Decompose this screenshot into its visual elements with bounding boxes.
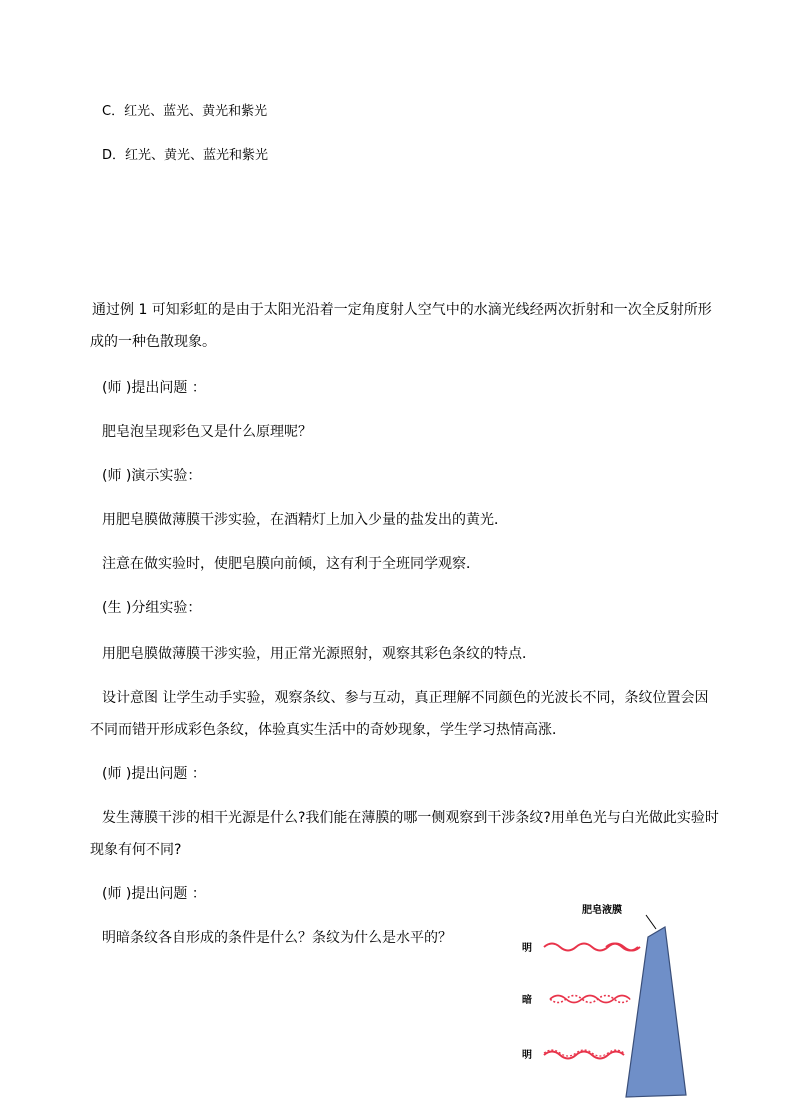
teacher-question-2: (师 )提出问题 ： (102, 766, 206, 782)
soap-film-svg (510, 895, 710, 1107)
demo-line-1: 用肥皂膜做薄膜干涉实验，在酒精灯上加入少量的盐发出的黄光． (102, 512, 508, 528)
option-d: D．红光、黄光、蓝光和紫光 (102, 148, 269, 163)
film-label-pointer (646, 915, 656, 929)
soap-film-diagram (510, 895, 710, 1107)
student-group: (生 )分组实验： (102, 600, 202, 616)
film-label: 肥皂液膜 (582, 905, 622, 916)
question-3: 明暗条纹各自形成的条件是什么？条纹为什么是水平的？ (102, 930, 452, 946)
wave-bright-2 (544, 1052, 624, 1059)
question-2-line1: 发生薄膜干涉的相干光源是什么?我们能在薄膜的哪一侧观察到干涉条纹?用单色光与白光做此实验时 (102, 810, 719, 826)
teacher-demo: (师 )演示实验： (102, 468, 202, 484)
bright-label-2: 明 (522, 1050, 532, 1061)
option-c: C．红光、蓝光、黄光和紫光 (102, 104, 268, 119)
teacher-question-3: (师 )提出问题 ： (102, 886, 206, 902)
paragraph-rainbow-line2: 成的一种色散现象。 (90, 334, 216, 350)
design-intent-line2: 不同而错开形成彩色条纹，体验真实生活中的奇妙现象，学生学习热情高涨． (90, 722, 566, 738)
design-intent-line1: 设计意图 让学生动手实验，观察条纹、参与互动，真正理解不同颜色的光波长不同，条纹位置会因 (102, 690, 709, 706)
soap-film-shape (626, 927, 686, 1097)
dark-label: 暗 (522, 995, 532, 1006)
question-2-line2: 现象有何不同? (90, 842, 182, 858)
paragraph-rainbow-line1: 通过例 1 可知彩虹的是由于太阳光沿着一定角度射人空气中的水滴光线经两次折射和一次全反射所形 (92, 302, 712, 318)
question-1: 肥皂泡呈现彩色又是什么原理呢？ (102, 424, 312, 440)
demo-line-2: 注意在做实验时，使肥皂膜向前倾，这有利于全班同学观察． (102, 556, 480, 572)
group-line-1: 用肥皂膜做薄膜干涉实验，用正常光源照射，观察其彩色条纹的特点． (102, 646, 536, 662)
teacher-question-1: (师 )提出问题 ： (102, 380, 206, 396)
bright-label-1: 明 (522, 943, 532, 954)
